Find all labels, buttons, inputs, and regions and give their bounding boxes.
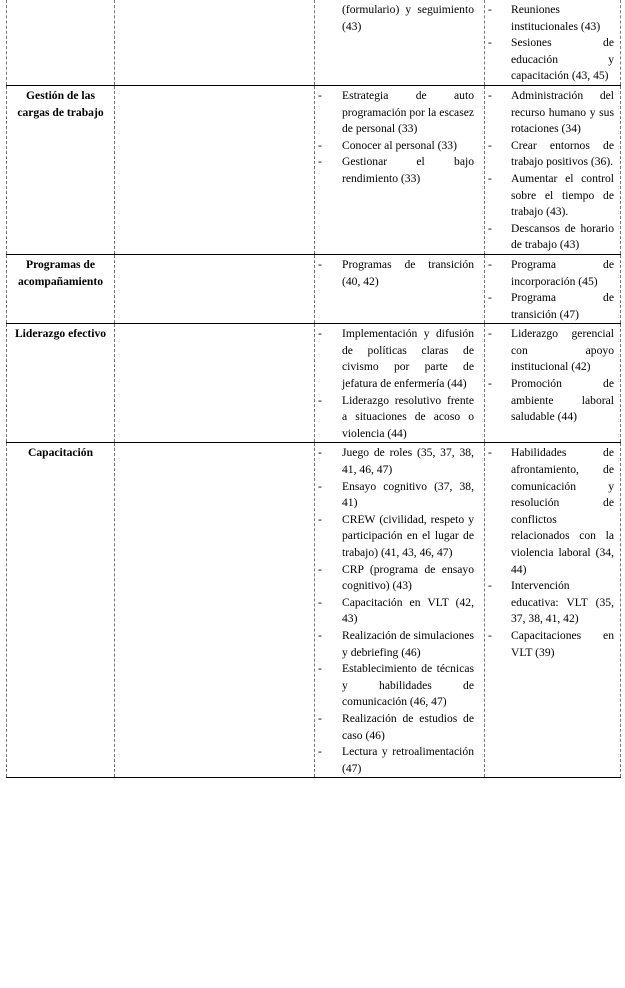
list-item	[485, 138, 620, 171]
list-item	[485, 2, 620, 35]
list-item-text: Sesiones de educación y capacitación (43, 45)	[511, 36, 614, 83]
results-list	[485, 2, 620, 85]
dash-bullet-icon: -	[318, 745, 322, 759]
list-item	[315, 628, 484, 661]
results-list	[485, 88, 620, 254]
empty-cell	[115, 0, 315, 85]
list-item	[485, 578, 620, 628]
list-item-text: Liderazgo resolutivo frente a situaciones de acoso o violencia (44)	[342, 393, 474, 440]
list-item-text: Promoción de ambiente laboral saludable (44)	[511, 377, 614, 424]
dash-bullet-icon: -	[488, 291, 492, 305]
dash-bullet-icon: -	[318, 662, 322, 676]
strategies-cell	[315, 0, 485, 85]
list-item	[485, 35, 620, 85]
list-item	[485, 221, 620, 254]
strategies-list	[315, 445, 484, 777]
list-item-text: Descansos de horario de trabajo (43)	[511, 221, 614, 252]
list-item-text: Administración del recurso humano y sus rotaciones (34)	[511, 88, 614, 136]
dash-bullet-icon: -	[488, 36, 492, 50]
list-item-text: Juego de roles (35, 37, 38, 41, 46, 47)	[342, 446, 474, 477]
list-item	[485, 290, 620, 323]
list-item	[315, 445, 484, 478]
list-item	[315, 479, 484, 512]
strategies-list	[315, 88, 484, 188]
table-row	[7, 85, 621, 254]
list-item-text: Implementación y difusión de políticas claras de civismo por parte de jefatura de enfermería (44)	[342, 327, 474, 391]
list-item	[315, 257, 484, 290]
list-item-text: CREW (civilidad, respeto y participación en el lugar de trabajo) (41, 43, 46, 47)	[342, 512, 474, 559]
list-item-text: Establecimiento de técnicas y habilidades de comunicación (46, 47)	[342, 662, 474, 709]
strategies-table	[6, 0, 621, 778]
category-cell: Capacitación	[7, 443, 115, 778]
category-cell: Liderazgo efectivo	[7, 324, 115, 443]
results-list	[485, 326, 620, 426]
empty-cell	[115, 324, 315, 443]
list-item	[315, 88, 484, 138]
table-row	[7, 0, 621, 85]
dash-bullet-icon: -	[318, 155, 322, 169]
strategies-list	[315, 257, 484, 290]
list-item	[485, 171, 620, 221]
empty-cell	[115, 254, 315, 323]
dash-bullet-icon: -	[318, 393, 322, 407]
list-item-text: Habilidades de afrontamiento, de comunicación y resolución de conflictos relacionados con la violencia laboral (34, 44)	[511, 446, 614, 576]
list-item-text: Programa de incorporación (45)	[511, 257, 614, 288]
dash-bullet-icon: -	[488, 327, 492, 341]
list-item-text: Intervención educativa: VLT (35, 37, 38, 41, 42)	[511, 579, 614, 626]
dash-bullet-icon: -	[318, 711, 322, 725]
category-cell: Gestión de las cargas de trabajo	[7, 85, 115, 254]
list-item	[315, 512, 484, 562]
list-item-text: Ensayo cognitivo (37, 38, 41)	[342, 479, 474, 510]
list-item	[485, 376, 620, 426]
dash-bullet-icon: -	[318, 446, 322, 460]
category-cell: Programas de acompañamiento	[7, 254, 115, 323]
list-item-text: (formulario) y seguimiento (43)	[342, 3, 474, 33]
dash-bullet-icon: -	[318, 88, 322, 102]
dash-bullet-icon: -	[318, 138, 322, 152]
dash-bullet-icon: -	[488, 257, 492, 271]
dash-bullet-icon: -	[488, 138, 492, 152]
results-cell	[485, 324, 621, 443]
strategies-cell	[315, 85, 485, 254]
dash-bullet-icon: -	[318, 257, 322, 271]
list-item-text: Lectura y retroalimentación (47)	[342, 745, 474, 775]
list-item-text: Crear entornos de trabajo positivos (36).	[511, 138, 614, 169]
list-item	[485, 257, 620, 290]
dash-bullet-icon: -	[488, 3, 492, 16]
table-row	[7, 254, 621, 323]
dash-bullet-icon: -	[488, 221, 492, 235]
dash-bullet-icon: -	[318, 628, 322, 642]
strategies-list	[315, 2, 484, 35]
table-body	[7, 0, 621, 778]
dash-bullet-icon: -	[488, 377, 492, 391]
list-item-text: Aumentar el control sobre el tiempo de trabajo (43).	[511, 171, 614, 219]
results-cell	[485, 0, 621, 85]
table-row	[7, 324, 621, 443]
category-cell	[7, 0, 115, 85]
list-item-text: Realización de estudios de caso (46)	[342, 711, 474, 742]
list-item-text: CRP (programa de ensayo cognitivo) (43)	[342, 562, 474, 593]
table-row	[7, 443, 621, 778]
list-item	[315, 154, 484, 187]
dash-bullet-icon: -	[488, 628, 492, 642]
strategies-cell	[315, 324, 485, 443]
strategies-cell	[315, 443, 485, 778]
list-item	[485, 326, 620, 376]
dash-bullet-icon: -	[318, 479, 322, 493]
list-item	[315, 562, 484, 595]
dash-bullet-icon: -	[488, 88, 492, 102]
list-item-text: Programas de transición (40, 42)	[342, 257, 474, 288]
dash-bullet-icon: -	[318, 512, 322, 526]
results-cell	[485, 254, 621, 323]
list-item	[485, 88, 620, 138]
list-item-text: Liderazgo gerencial con apoyo institucional (42)	[511, 327, 614, 374]
dash-bullet-icon: -	[488, 446, 492, 460]
list-item	[485, 628, 620, 661]
list-item	[485, 445, 620, 578]
list-item	[315, 711, 484, 744]
list-item	[315, 661, 484, 711]
list-item-text: Reuniones institucionales (43)	[511, 3, 601, 33]
dash-bullet-icon: -	[318, 562, 322, 576]
strategies-list	[315, 326, 484, 442]
list-item	[315, 138, 484, 155]
dash-bullet-icon: -	[488, 171, 492, 185]
list-item-text: Gestionar el bajo rendimiento (33)	[342, 155, 474, 185]
results-cell	[485, 85, 621, 254]
list-item	[315, 326, 484, 392]
dash-bullet-icon: -	[488, 579, 492, 593]
results-cell	[485, 443, 621, 778]
dash-bullet-icon: -	[318, 595, 322, 609]
list-item-text: Realización de simulaciones y debriefing (46)	[342, 628, 474, 659]
list-item-text: Estrategia de auto programación por la escasez de personal (33)	[342, 88, 474, 136]
list-item	[315, 595, 484, 628]
list-item-text: Capacitación en VLT (42, 43)	[342, 595, 474, 626]
list-item-text: Conocer al personal (33)	[342, 138, 457, 152]
list-item-text: Capacitaciones en VLT (39)	[511, 628, 614, 659]
list-item-text: Programa de transición (47)	[511, 291, 614, 321]
results-list	[485, 257, 620, 323]
results-list	[485, 445, 620, 661]
list-item	[315, 744, 484, 777]
list-item	[315, 393, 484, 443]
dash-bullet-icon: -	[318, 327, 322, 341]
empty-cell	[115, 85, 315, 254]
strategies-cell	[315, 254, 485, 323]
empty-cell	[115, 443, 315, 778]
list-item	[315, 2, 484, 35]
